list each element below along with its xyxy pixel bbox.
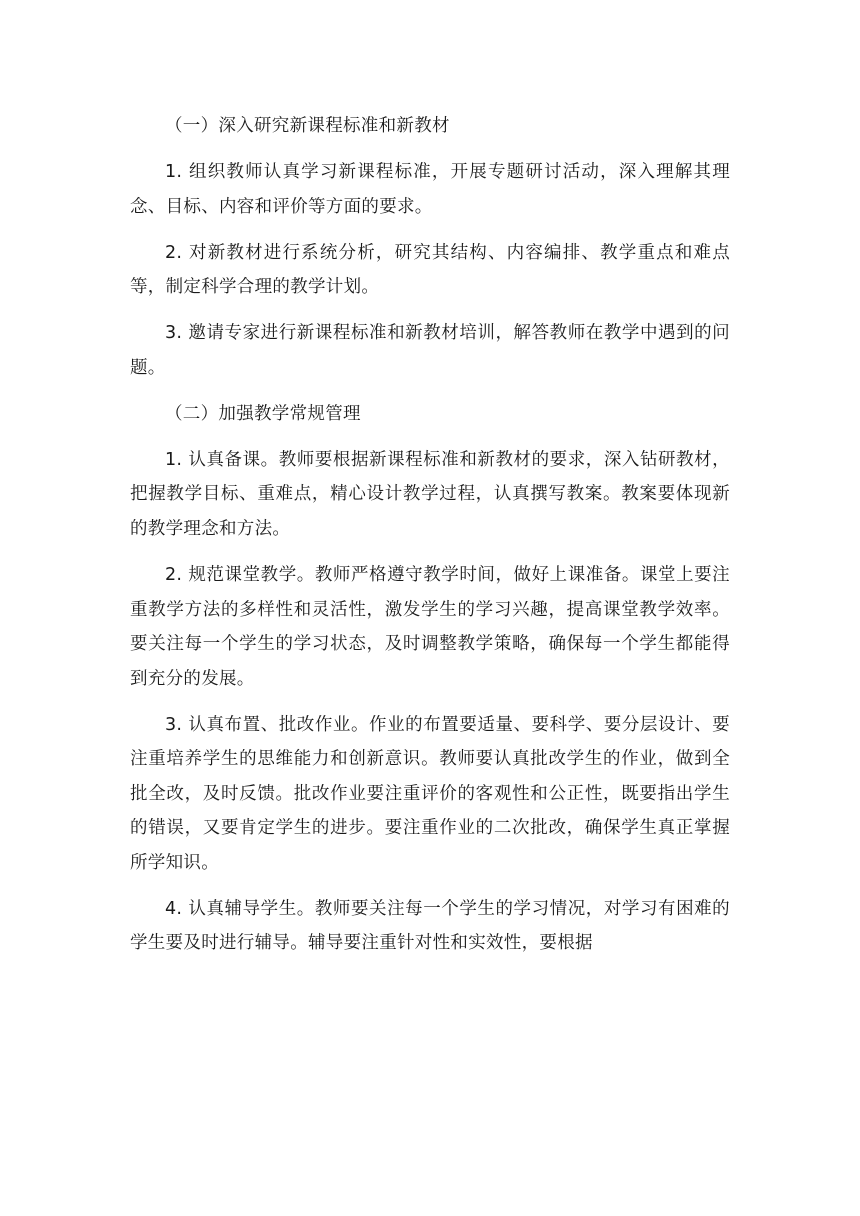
- paragraph-2-2: 2. 规范课堂教学。教师严格遵守教学时间，做好上课准备。课堂上要注重教学方法的多样性和灵活性，激发学生的学习兴趣，提高课堂教学效率。要关注每一个学生的学习状态，及时调整教学策略，确保每一个学生都能得到充分的发展。: [130, 565, 730, 689]
- paragraph-1-3: 3. 邀请专家进行新课程标准和新教材培训，解答教师在教学中遇到的问题。: [130, 323, 730, 378]
- paragraph-2-4: 4. 认真辅导学生。教师要关注每一个学生的学习情况，对学习有困难的学生要及时进行辅导。辅导要注重针对性和实效性，要根据: [130, 898, 730, 954]
- paragraph-2-1: 1. 认真备课。教师要根据新课程标准和新教材的要求，深入钻研教材，把握教学目标、重难点，精心设计教学过程，认真撰写教案。教案要体现新的教学理念和方法。: [130, 449, 730, 539]
- paragraph-2-3: 3. 认真布置、批改作业。作业的布置要适量、要科学、要分层设计、要注重培养学生的思维能力和创新意识。教师要认真批改学生的作业，做到全批全改，及时反馈。批改作业要注重评价的客观性和公正性，既要指出学生的错误，又要肯定学生的进步。要注重作业的二次批改，确保学生真正掌握所学知识。: [130, 714, 730, 873]
- document-body: [130, 109, 730, 961]
- section-heading-1: （一）深入研究新课程标准和新教材: [165, 116, 450, 136]
- section-heading-2: （二）加强教学常规管理: [165, 403, 361, 424]
- paragraph-1-2: 2. 对新教材进行系统分析，研究其结构、内容编排、教学重点和难点等，制定科学合理的教学计划。: [130, 242, 730, 298]
- paragraph-1-1: 1. 组织教师认真学习新课程标准，开展专题研讨活动，深入理解其理念、目标、内容和评价等方面的要求。: [130, 162, 730, 217]
